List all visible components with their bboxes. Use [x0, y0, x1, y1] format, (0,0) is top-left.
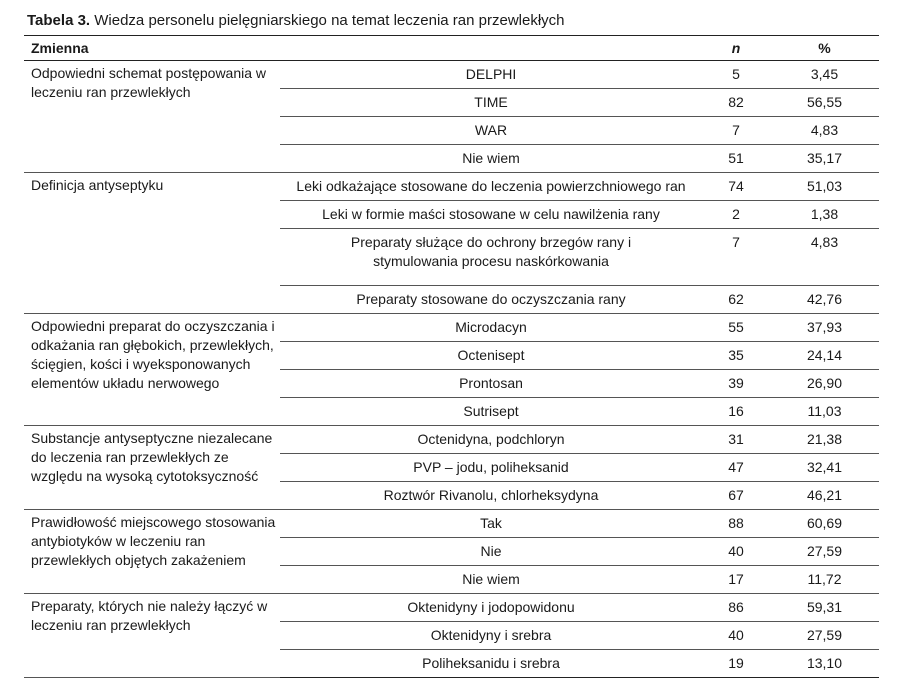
- n-cell: 67: [702, 482, 770, 510]
- percent-cell: 59,31: [770, 594, 879, 622]
- answer-cell: DELPHI: [280, 61, 702, 89]
- percent-cell: 42,76: [770, 286, 879, 314]
- answer-cell: Leki odkażające stosowane do leczenia powierzchniowego ran: [280, 173, 702, 201]
- n-cell: 74: [702, 173, 770, 201]
- percent-cell: 27,59: [770, 622, 879, 650]
- percent-cell: 60,69: [770, 510, 879, 538]
- answer-cell: PVP – jodu, poliheksanid: [280, 454, 702, 482]
- n-cell: 2: [702, 201, 770, 229]
- table-row: [24, 61, 879, 89]
- percent-cell: 1,38: [770, 201, 879, 229]
- percent-cell: 37,93: [770, 314, 879, 342]
- percent-cell: 13,10: [770, 650, 879, 678]
- percent-cell: 51,03: [770, 173, 879, 201]
- percent-cell: 46,21: [770, 482, 879, 510]
- header-answer: [280, 36, 702, 61]
- answer-cell: TIME: [280, 89, 702, 117]
- table-caption: [27, 10, 565, 32]
- n-cell: 88: [702, 510, 770, 538]
- table-row: [24, 426, 879, 454]
- answer-cell: Prontosan: [280, 370, 702, 398]
- n-cell: 47: [702, 454, 770, 482]
- header-variable: Zmienna: [24, 36, 280, 61]
- variable-cell: Preparaty, których nie należy łączyć w leczeniu ran przewlekłych: [24, 594, 280, 678]
- percent-cell: 27,59: [770, 538, 879, 566]
- n-cell: 5: [702, 61, 770, 89]
- answer-cell: Oktenidyny i srebra: [280, 622, 702, 650]
- n-cell: 62: [702, 286, 770, 314]
- answer-cell: Preparaty służące do ochrony brzegów rany i stymulowania procesu naskórkowania: [280, 229, 702, 286]
- answer-cell: WAR: [280, 117, 702, 145]
- header-percent: %: [770, 36, 879, 61]
- answer-cell: Octenisept: [280, 342, 702, 370]
- table-row: [24, 594, 879, 622]
- n-cell: 40: [702, 622, 770, 650]
- header-n: n: [702, 36, 770, 61]
- answer-cell: Microdacyn: [280, 314, 702, 342]
- variable-cell: Odpowiedni preparat do oczyszczania i odkażania ran głębokich, przewlekłych, ścięgien, kości i wyeksponowanych elementów układu nerwowego: [24, 314, 280, 426]
- table-row: [24, 173, 879, 201]
- answer-cell: Leki w formie maści stosowane w celu nawilżenia rany: [280, 201, 702, 229]
- n-cell: 51: [702, 145, 770, 173]
- table-row: [24, 510, 879, 538]
- percent-cell: 11,72: [770, 566, 879, 594]
- variable-cell: Definicja antyseptyku: [24, 173, 280, 314]
- answer-cell: Tak: [280, 510, 702, 538]
- variable-cell: Odpowiedni schemat postępowania w leczeniu ran przewlekłych: [24, 61, 280, 173]
- n-cell: 7: [702, 229, 770, 286]
- n-cell: 55: [702, 314, 770, 342]
- percent-cell: 26,90: [770, 370, 879, 398]
- n-cell: 40: [702, 538, 770, 566]
- answer-cell: Octenidyna, podchloryn: [280, 426, 702, 454]
- percent-cell: 56,55: [770, 89, 879, 117]
- percent-cell: 24,14: [770, 342, 879, 370]
- answer-cell: Nie: [280, 538, 702, 566]
- percent-cell: 11,03: [770, 398, 879, 426]
- n-cell: 19: [702, 650, 770, 678]
- table-body: [24, 61, 879, 678]
- n-cell: 35: [702, 342, 770, 370]
- n-cell: 17: [702, 566, 770, 594]
- caption-text: Wiedza personelu pielęgniarskiego na temat leczenia ran przewlekłych: [90, 12, 565, 29]
- answer-cell: Sutrisept: [280, 398, 702, 426]
- answer-cell: Nie wiem: [280, 145, 702, 173]
- table-row: [24, 314, 879, 342]
- n-cell: 16: [702, 398, 770, 426]
- variable-cell: Prawidłowość miejscowego stosowania antybiotyków w leczeniu ran przewlekłych objętych zakażeniem: [24, 510, 280, 594]
- answer-cell: Oktenidyny i jodopowidonu: [280, 594, 702, 622]
- percent-cell: 35,17: [770, 145, 879, 173]
- percent-cell: 3,45: [770, 61, 879, 89]
- answer-cell: Nie wiem: [280, 566, 702, 594]
- n-cell: 82: [702, 89, 770, 117]
- n-cell: 31: [702, 426, 770, 454]
- n-cell: 39: [702, 370, 770, 398]
- n-cell: 86: [702, 594, 770, 622]
- answer-cell: Preparaty stosowane do oczyszczania rany: [280, 286, 702, 314]
- percent-cell: 32,41: [770, 454, 879, 482]
- answer-cell: Poliheksanidu i srebra: [280, 650, 702, 678]
- answer-cell: Roztwór Rivanolu, chlorheksydyna: [280, 482, 702, 510]
- percent-cell: 21,38: [770, 426, 879, 454]
- caption-label: Tabela 3.: [27, 12, 91, 29]
- percent-cell: 4,83: [770, 117, 879, 145]
- knowledge-table: [24, 35, 879, 678]
- header-row: [24, 36, 879, 61]
- n-cell: 7: [702, 117, 770, 145]
- variable-cell: Substancje antyseptyczne niezalecane do leczenia ran przewlekłych ze względu na wysoką cytotoksyczność: [24, 426, 280, 510]
- percent-cell: 4,83: [770, 229, 879, 286]
